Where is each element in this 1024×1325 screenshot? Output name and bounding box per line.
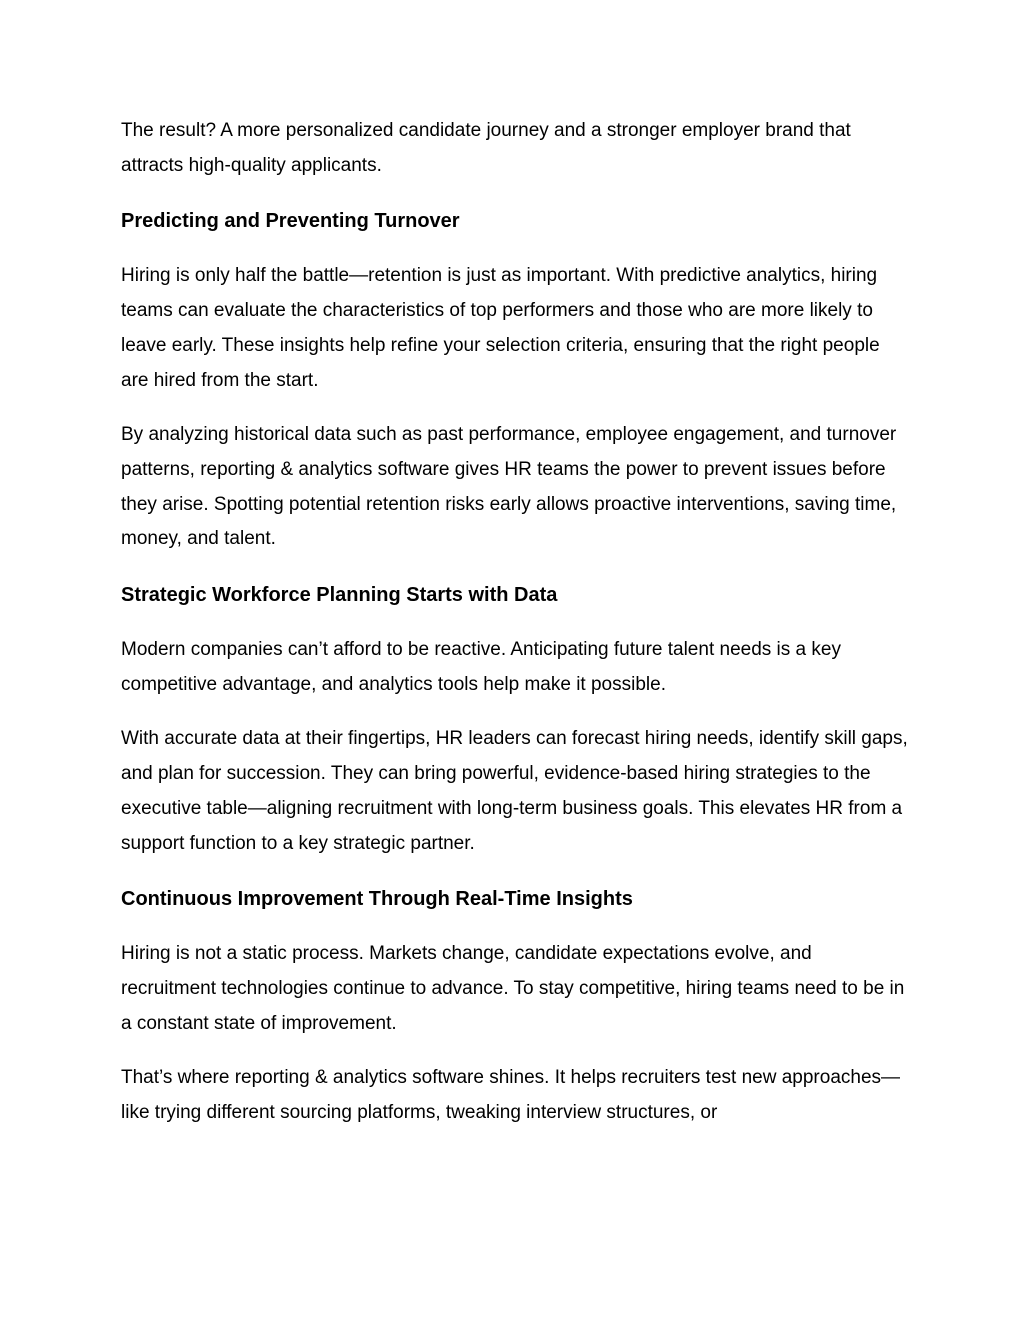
paragraph-hiring-static: Hiring is not a static process. Markets change, candidate expectations evolve, and recruitment technologies continue to advance. To stay competitive, hiring teams need to be in a constant state of improvement.	[121, 943, 905, 1034]
heading-predicting-turnover: Predicting and Preventing Turnover	[121, 210, 460, 233]
paragraph-modern-companies: Modern companies can’t afford to be reactive. Anticipating future talent needs is a key competitive advantage, and analytics tools help make it possible.	[121, 639, 841, 695]
paragraph-result: The result? A more personalized candidate journey and a stronger employer brand that attracts high-quality applicants.	[121, 120, 851, 176]
paragraph-accurate-data: With accurate data at their fingertips, HR leaders can forecast hiring needs, identify skill gaps, and plan for succession. They can bring powerful, evidence-based hiring strategies to the executive table—aligning recruitment with long-term business goals. This elevates HR from a support function to a key strategic partner.	[121, 728, 908, 854]
paragraph-retention: Hiring is only half the battle—retention is just as important. With predictive analytics, hiring teams can evaluate the characteristics of top performers and those who are more likely to leave early. These insights help refine your selection criteria, ensuring that the right people are hired from the start.	[121, 265, 880, 391]
heading-workforce-planning: Strategic Workforce Planning Starts with Data	[121, 584, 558, 607]
paragraph-historical-data: By analyzing historical data such as past performance, employee engagement, and turnover patterns, reporting & analytics software gives HR teams the power to prevent issues before they arise. Spotting potential retention risks early allows proactive interventions, saving time, money, and talent.	[121, 424, 897, 550]
document-page	[121, 114, 911, 1131]
heading-continuous-improvement: Continuous Improvement Through Real-Time Insights	[121, 888, 633, 911]
paragraph-analytics-shines: That’s where reporting & analytics software shines. It helps recruiters test new approaches—like trying different sourcing platforms, tweaking interview structures, or	[121, 1067, 901, 1124]
